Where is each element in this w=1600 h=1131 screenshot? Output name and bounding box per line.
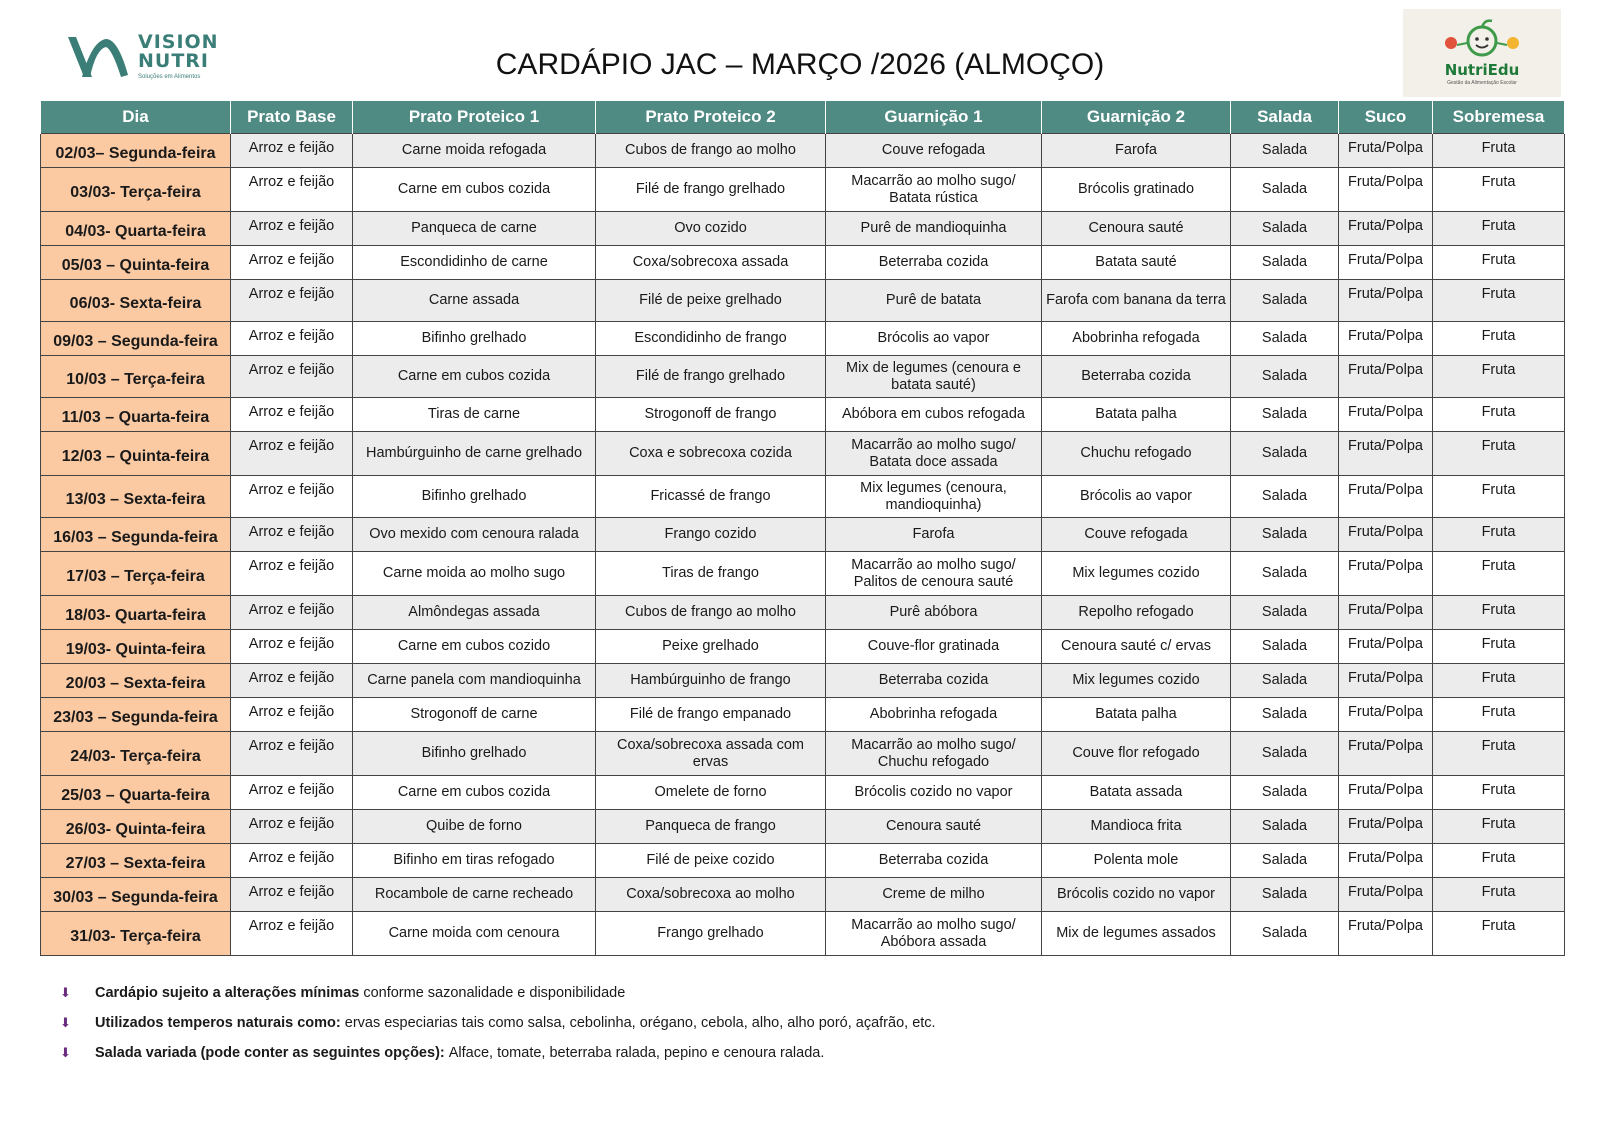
- cell-sobremesa: Fruta: [1433, 630, 1565, 664]
- cell-prato-proteico-2: Coxa/sobrecoxa ao molho: [596, 878, 826, 912]
- cell-prato-base: Arroz e feijão: [231, 212, 353, 246]
- note-text: Alface, tomate, beterraba ralada, pepino e cenoura ralada.: [448, 1045, 825, 1061]
- cell-guarnicao-2: Mandioca frita: [1042, 810, 1231, 844]
- cell-salada: Salada: [1231, 630, 1339, 664]
- table-row: [41, 732, 1565, 776]
- cell-prato-proteico-2: Tiras de frango: [596, 552, 826, 596]
- cell-guarnicao-1: Mix legumes (cenoura, mandioquinha): [826, 476, 1042, 518]
- cell-dia: 31/03- Terça-feira: [41, 912, 231, 956]
- note-text: conforme sazonalidade e disponibilidade: [363, 985, 626, 1001]
- cell-suco: Fruta/Polpa: [1339, 912, 1433, 956]
- cell-prato-proteico-2: Peixe grelhado: [596, 630, 826, 664]
- note-item: [60, 1045, 1360, 1075]
- cell-sobremesa: Fruta: [1433, 552, 1565, 596]
- note-item: [60, 985, 1360, 1015]
- column-header-salada: Salada: [1231, 101, 1339, 134]
- cell-prato-proteico-1: Escondidinho de carne: [353, 246, 596, 280]
- table-row: [41, 246, 1565, 280]
- cell-prato-base: Arroz e feijão: [231, 878, 353, 912]
- cell-sobremesa: Fruta: [1433, 912, 1565, 956]
- cell-suco: Fruta/Polpa: [1339, 844, 1433, 878]
- cell-guarnicao-2: Cenoura sauté c/ ervas: [1042, 630, 1231, 664]
- cell-guarnicao-1: Farofa: [826, 518, 1042, 552]
- cell-dia: 05/03 – Quinta-feira: [41, 246, 231, 280]
- cell-suco: Fruta/Polpa: [1339, 810, 1433, 844]
- cell-prato-proteico-1: Bifinho em tiras refogado: [353, 844, 596, 878]
- cell-suco: Fruta/Polpa: [1339, 356, 1433, 398]
- cell-dia: 09/03 – Segunda-feira: [41, 322, 231, 356]
- cell-prato-proteico-1: Carne moida com cenoura: [353, 912, 596, 956]
- cell-prato-base: Arroz e feijão: [231, 698, 353, 732]
- table-body: [41, 134, 1565, 956]
- cell-prato-proteico-1: Panqueca de carne: [353, 212, 596, 246]
- cell-salada: Salada: [1231, 912, 1339, 956]
- cell-suco: Fruta/Polpa: [1339, 398, 1433, 432]
- cell-prato-proteico-1: Carne panela com mandioquinha: [353, 664, 596, 698]
- cell-guarnicao-1: Macarrão ao molho sugo/ Palitos de cenoura sauté: [826, 552, 1042, 596]
- cell-guarnicao-1: Beterraba cozida: [826, 246, 1042, 280]
- cell-prato-base: Arroz e feijão: [231, 398, 353, 432]
- cell-prato-proteico-1: Bifinho grelhado: [353, 476, 596, 518]
- cell-prato-proteico-1: Ovo mexido com cenoura ralada: [353, 518, 596, 552]
- cell-dia: 23/03 – Segunda-feira: [41, 698, 231, 732]
- cell-dia: 10/03 – Terça-feira: [41, 356, 231, 398]
- cell-sobremesa: Fruta: [1433, 844, 1565, 878]
- cell-prato-proteico-1: Carne assada: [353, 280, 596, 322]
- column-header-suco: Suco: [1339, 101, 1433, 134]
- cell-guarnicao-1: Cenoura sauté: [826, 810, 1042, 844]
- cell-prato-proteico-2: Strogonoff de frango: [596, 398, 826, 432]
- table-row: [41, 776, 1565, 810]
- cell-prato-base: Arroz e feijão: [231, 432, 353, 476]
- cell-sobremesa: Fruta: [1433, 664, 1565, 698]
- cell-prato-base: Arroz e feijão: [231, 912, 353, 956]
- table-row: [41, 630, 1565, 664]
- cell-guarnicao-2: Mix legumes cozido: [1042, 552, 1231, 596]
- cell-dia: 03/03- Terça-feira: [41, 168, 231, 212]
- cell-guarnicao-2: Couve refogada: [1042, 518, 1231, 552]
- cell-sobremesa: Fruta: [1433, 698, 1565, 732]
- cell-dia: 13/03 – Sexta-feira: [41, 476, 231, 518]
- cell-prato-proteico-1: Carne em cubos cozida: [353, 168, 596, 212]
- cell-guarnicao-2: Brócolis gratinado: [1042, 168, 1231, 212]
- cell-guarnicao-1: Macarrão ao molho sugo/ Batata doce assada: [826, 432, 1042, 476]
- cell-sobremesa: Fruta: [1433, 596, 1565, 630]
- cell-suco: Fruta/Polpa: [1339, 776, 1433, 810]
- cell-dia: 26/03- Quinta-feira: [41, 810, 231, 844]
- cell-guarnicao-2: Farofa: [1042, 134, 1231, 168]
- cell-dia: 12/03 – Quinta-feira: [41, 432, 231, 476]
- cell-prato-proteico-2: Hambúrguinho de frango: [596, 664, 826, 698]
- cell-suco: Fruta/Polpa: [1339, 134, 1433, 168]
- cell-prato-base: Arroz e feijão: [231, 630, 353, 664]
- cell-salada: Salada: [1231, 168, 1339, 212]
- cell-suco: Fruta/Polpa: [1339, 518, 1433, 552]
- cell-prato-proteico-1: Bifinho grelhado: [353, 732, 596, 776]
- cell-guarnicao-1: Purê de batata: [826, 280, 1042, 322]
- cell-guarnicao-1: Purê abóbora: [826, 596, 1042, 630]
- cell-prato-proteico-2: Filé de frango grelhado: [596, 356, 826, 398]
- cell-salada: Salada: [1231, 552, 1339, 596]
- cell-dia: 19/03- Quinta-feira: [41, 630, 231, 664]
- cell-suco: Fruta/Polpa: [1339, 698, 1433, 732]
- cell-prato-base: Arroz e feijão: [231, 844, 353, 878]
- cell-prato-base: Arroz e feijão: [231, 280, 353, 322]
- cell-prato-proteico-1: Almôndegas assada: [353, 596, 596, 630]
- cell-guarnicao-2: Batata sauté: [1042, 246, 1231, 280]
- table-row: [41, 356, 1565, 398]
- cell-guarnicao-1: Brócolis ao vapor: [826, 322, 1042, 356]
- cell-sobremesa: Fruta: [1433, 168, 1565, 212]
- page-title: CARDÁPIO JAC – MARÇO /2026 (ALMOÇO): [495, 48, 1105, 81]
- cell-guarnicao-1: Purê de mandioquinha: [826, 212, 1042, 246]
- cell-guarnicao-2: Brócolis cozido no vapor: [1042, 878, 1231, 912]
- cell-guarnicao-1: Abobrinha refogada: [826, 698, 1042, 732]
- cell-dia: 18/03- Quarta-feira: [41, 596, 231, 630]
- table-row: [41, 398, 1565, 432]
- logo-right-tagline: Gestão da Alimentação Escolar: [1447, 80, 1517, 86]
- cell-sobremesa: Fruta: [1433, 810, 1565, 844]
- cell-prato-proteico-1: Tiras de carne: [353, 398, 596, 432]
- cell-prato-proteico-1: Carne em cubos cozida: [353, 356, 596, 398]
- arrow-bullet-icon: ⬇: [60, 1015, 71, 1030]
- table-row: [41, 476, 1565, 518]
- cell-prato-proteico-1: Carne moida refogada: [353, 134, 596, 168]
- cell-guarnicao-2: Batata palha: [1042, 398, 1231, 432]
- cell-guarnicao-2: Polenta mole: [1042, 844, 1231, 878]
- cell-guarnicao-2: Farofa com banana da terra: [1042, 280, 1231, 322]
- arrow-bullet-icon: ⬇: [60, 985, 71, 1000]
- table-header-row: [41, 101, 1565, 134]
- cell-prato-proteico-2: Filé de frango empanado: [596, 698, 826, 732]
- cell-prato-proteico-2: Escondidinho de frango: [596, 322, 826, 356]
- cell-sobremesa: Fruta: [1433, 322, 1565, 356]
- cell-prato-base: Arroz e feijão: [231, 356, 353, 398]
- cell-guarnicao-1: Couve refogada: [826, 134, 1042, 168]
- cell-prato-proteico-2: Ovo cozido: [596, 212, 826, 246]
- cell-salada: Salada: [1231, 732, 1339, 776]
- cell-salada: Salada: [1231, 432, 1339, 476]
- note-bold: Cardápio sujeito a alterações mínimas: [95, 985, 360, 1001]
- cell-salada: Salada: [1231, 134, 1339, 168]
- table-row: [41, 280, 1565, 322]
- cell-guarnicao-2: Chuchu refogado: [1042, 432, 1231, 476]
- column-header-prato-base: Prato Base: [231, 101, 353, 134]
- note-bold: Utilizados temperos naturais como:: [95, 1015, 341, 1031]
- cell-prato-proteico-1: Hambúrguinho de carne grelhado: [353, 432, 596, 476]
- cell-salada: Salada: [1231, 280, 1339, 322]
- cell-dia: 17/03 – Terça-feira: [41, 552, 231, 596]
- cell-dia: 02/03– Segunda-feira: [41, 134, 231, 168]
- cell-prato-base: Arroz e feijão: [231, 168, 353, 212]
- cell-guarnicao-1: Abóbora em cubos refogada: [826, 398, 1042, 432]
- logo-right-brand: NutriEdu: [1444, 61, 1520, 79]
- cell-suco: Fruta/Polpa: [1339, 432, 1433, 476]
- column-header-prato-proteico-2: Prato Proteico 2: [596, 101, 826, 134]
- cell-sobremesa: Fruta: [1433, 878, 1565, 912]
- cell-guarnicao-1: Macarrão ao molho sugo/ Chuchu refogado: [826, 732, 1042, 776]
- cell-prato-base: Arroz e feijão: [231, 552, 353, 596]
- cell-guarnicao-2: Brócolis ao vapor: [1042, 476, 1231, 518]
- note-bold: Salada variada (pode conter as seguintes opções):: [95, 1045, 445, 1061]
- cell-sobremesa: Fruta: [1433, 518, 1565, 552]
- cell-guarnicao-2: Cenoura sauté: [1042, 212, 1231, 246]
- cell-guarnicao-2: Batata assada: [1042, 776, 1231, 810]
- cell-guarnicao-2: Batata palha: [1042, 698, 1231, 732]
- table-row: [41, 596, 1565, 630]
- cell-suco: Fruta/Polpa: [1339, 732, 1433, 776]
- cell-prato-base: Arroz e feijão: [231, 518, 353, 552]
- table-row: [41, 518, 1565, 552]
- nutriedu-mascot-icon: [1437, 17, 1527, 61]
- cell-prato-base: Arroz e feijão: [231, 664, 353, 698]
- cell-salada: Salada: [1231, 398, 1339, 432]
- cell-guarnicao-1: Mix de legumes (cenoura e batata sauté): [826, 356, 1042, 398]
- cell-prato-proteico-1: Bifinho grelhado: [353, 322, 596, 356]
- cell-prato-base: Arroz e feijão: [231, 732, 353, 776]
- cell-salada: Salada: [1231, 246, 1339, 280]
- cell-dia: 24/03- Terça-feira: [41, 732, 231, 776]
- cell-prato-proteico-2: Filé de peixe grelhado: [596, 280, 826, 322]
- cell-suco: Fruta/Polpa: [1339, 246, 1433, 280]
- cell-prato-proteico-1: Carne moida ao molho sugo: [353, 552, 596, 596]
- cell-salada: Salada: [1231, 476, 1339, 518]
- cell-prato-proteico-2: Omelete de forno: [596, 776, 826, 810]
- cell-guarnicao-2: Abobrinha refogada: [1042, 322, 1231, 356]
- cell-sobremesa: Fruta: [1433, 776, 1565, 810]
- cell-guarnicao-2: Mix de legumes assados: [1042, 912, 1231, 956]
- cell-prato-proteico-1: Quibe de forno: [353, 810, 596, 844]
- table-row: [41, 212, 1565, 246]
- cell-suco: Fruta/Polpa: [1339, 878, 1433, 912]
- cell-prato-proteico-2: Fricassé de frango: [596, 476, 826, 518]
- cell-suco: Fruta/Polpa: [1339, 322, 1433, 356]
- cell-suco: Fruta/Polpa: [1339, 168, 1433, 212]
- cell-suco: Fruta/Polpa: [1339, 212, 1433, 246]
- cell-prato-proteico-2: Cubos de frango ao molho: [596, 596, 826, 630]
- cell-prato-proteico-2: Coxa/sobrecoxa assada: [596, 246, 826, 280]
- cell-guarnicao-1: Beterraba cozida: [826, 664, 1042, 698]
- cell-prato-proteico-2: Coxa/sobrecoxa assada com ervas: [596, 732, 826, 776]
- arrow-bullet-icon: ⬇: [60, 1045, 71, 1060]
- cell-sobremesa: Fruta: [1433, 476, 1565, 518]
- cell-guarnicao-2: Mix legumes cozido: [1042, 664, 1231, 698]
- table-row: [41, 878, 1565, 912]
- cell-salada: Salada: [1231, 878, 1339, 912]
- cell-salada: Salada: [1231, 698, 1339, 732]
- cell-sobremesa: Fruta: [1433, 398, 1565, 432]
- table-row: [41, 322, 1565, 356]
- cell-guarnicao-2: Beterraba cozida: [1042, 356, 1231, 398]
- cell-dia: 06/03- Sexta-feira: [41, 280, 231, 322]
- table-row: [41, 432, 1565, 476]
- cell-prato-base: Arroz e feijão: [231, 246, 353, 280]
- cell-prato-proteico-1: Carne em cubos cozido: [353, 630, 596, 664]
- cell-prato-proteico-1: Rocambole de carne recheado: [353, 878, 596, 912]
- cell-suco: Fruta/Polpa: [1339, 664, 1433, 698]
- cell-prato-proteico-2: Filé de peixe cozido: [596, 844, 826, 878]
- cell-salada: Salada: [1231, 664, 1339, 698]
- cell-guarnicao-1: Macarrão ao molho sugo/ Abóbora assada: [826, 912, 1042, 956]
- logo-left-line1: VISION: [138, 30, 219, 53]
- cell-prato-proteico-2: Filé de frango grelhado: [596, 168, 826, 212]
- menu-table: [40, 101, 1565, 956]
- cell-guarnicao-2: Repolho refogado: [1042, 596, 1231, 630]
- cell-salada: Salada: [1231, 596, 1339, 630]
- cell-sobremesa: Fruta: [1433, 732, 1565, 776]
- cell-prato-proteico-2: Cubos de frango ao molho: [596, 134, 826, 168]
- cell-guarnicao-1: Brócolis cozido no vapor: [826, 776, 1042, 810]
- column-header-dia: Dia: [41, 101, 231, 134]
- cell-prato-proteico-2: Coxa e sobrecoxa cozida: [596, 432, 826, 476]
- cell-dia: 27/03 – Sexta-feira: [41, 844, 231, 878]
- cell-prato-proteico-1: Strogonoff de carne: [353, 698, 596, 732]
- cell-salada: Salada: [1231, 322, 1339, 356]
- table-row: [41, 552, 1565, 596]
- cell-dia: 11/03 – Quarta-feira: [41, 398, 231, 432]
- vision-nutri-logo: [66, 28, 236, 84]
- table-row: [41, 810, 1565, 844]
- column-header-prato-proteico-1: Prato Proteico 1: [353, 101, 596, 134]
- cell-salada: Salada: [1231, 776, 1339, 810]
- cell-sobremesa: Fruta: [1433, 246, 1565, 280]
- cell-guarnicao-1: Beterraba cozida: [826, 844, 1042, 878]
- cell-salada: Salada: [1231, 844, 1339, 878]
- note-item: [60, 1015, 1360, 1045]
- cell-prato-base: Arroz e feijão: [231, 810, 353, 844]
- vision-nutri-mark-icon: [66, 31, 132, 81]
- cell-prato-base: Arroz e feijão: [231, 322, 353, 356]
- column-header-sobremesa: Sobremesa: [1433, 101, 1565, 134]
- cell-guarnicao-1: Macarrão ao molho sugo/ Batata rústica: [826, 168, 1042, 212]
- cell-guarnicao-1: Creme de milho: [826, 878, 1042, 912]
- cell-salada: Salada: [1231, 810, 1339, 844]
- cell-prato-base: Arroz e feijão: [231, 134, 353, 168]
- logo-left-line2: NUTRI: [138, 49, 209, 72]
- cell-prato-base: Arroz e feijão: [231, 596, 353, 630]
- cell-prato-proteico-1: Carne em cubos cozida: [353, 776, 596, 810]
- cell-guarnicao-1: Couve-flor gratinada: [826, 630, 1042, 664]
- cell-suco: Fruta/Polpa: [1339, 596, 1433, 630]
- cell-suco: Fruta/Polpa: [1339, 476, 1433, 518]
- table-row: [41, 698, 1565, 732]
- column-header-guarnicao-2: Guarnição 2: [1042, 101, 1231, 134]
- cell-prato-base: Arroz e feijão: [231, 476, 353, 518]
- cell-dia: 04/03- Quarta-feira: [41, 212, 231, 246]
- cell-suco: Fruta/Polpa: [1339, 280, 1433, 322]
- cell-sobremesa: Fruta: [1433, 212, 1565, 246]
- cell-dia: 16/03 – Segunda-feira: [41, 518, 231, 552]
- cell-suco: Fruta/Polpa: [1339, 552, 1433, 596]
- cell-salada: Salada: [1231, 356, 1339, 398]
- cell-sobremesa: Fruta: [1433, 356, 1565, 398]
- cell-salada: Salada: [1231, 212, 1339, 246]
- cell-prato-proteico-2: Frango grelhado: [596, 912, 826, 956]
- cell-dia: 20/03 – Sexta-feira: [41, 664, 231, 698]
- cell-dia: 25/03 – Quarta-feira: [41, 776, 231, 810]
- cell-sobremesa: Fruta: [1433, 432, 1565, 476]
- cell-sobremesa: Fruta: [1433, 280, 1565, 322]
- table-row: [41, 844, 1565, 878]
- table-row: [41, 134, 1565, 168]
- cell-dia: 30/03 – Segunda-feira: [41, 878, 231, 912]
- cell-guarnicao-2: Couve flor refogado: [1042, 732, 1231, 776]
- table-row: [41, 664, 1565, 698]
- cell-prato-proteico-2: Panqueca de frango: [596, 810, 826, 844]
- note-text: ervas especiarias tais como salsa, cebolinha, orégano, cebola, alho, alho poró, açafrão, etc.: [344, 1015, 936, 1031]
- table-row: [41, 912, 1565, 956]
- cell-prato-base: Arroz e feijão: [231, 776, 353, 810]
- notes-list: [60, 985, 1360, 1075]
- cell-suco: Fruta/Polpa: [1339, 630, 1433, 664]
- nutriedu-logo: [1403, 9, 1561, 97]
- cell-sobremesa: Fruta: [1433, 134, 1565, 168]
- column-header-guarnicao-1: Guarnição 1: [826, 101, 1042, 134]
- cell-prato-proteico-2: Frango cozido: [596, 518, 826, 552]
- table-row: [41, 168, 1565, 212]
- logo-left-tagline: Soluções em Alimentos: [138, 73, 201, 80]
- cell-salada: Salada: [1231, 518, 1339, 552]
